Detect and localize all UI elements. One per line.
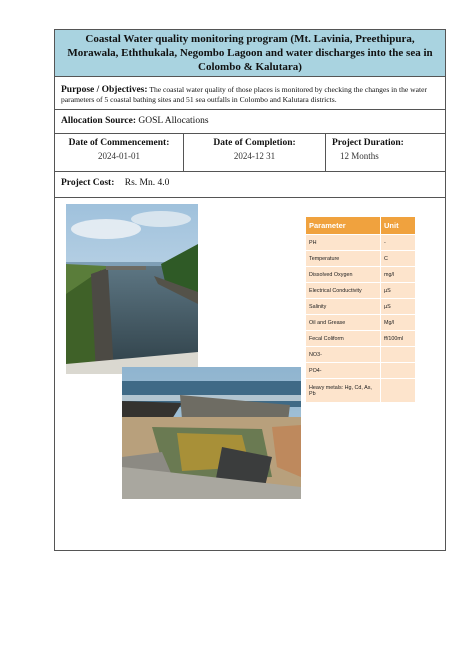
cost-row xyxy=(55,172,445,198)
table-row xyxy=(306,315,416,331)
parameter-table-header xyxy=(306,217,416,235)
parameter-table xyxy=(305,216,416,403)
parameter-cell: Heavy metals: Hg, Cd, As, Pb xyxy=(306,379,381,403)
table-row xyxy=(306,379,416,403)
parameter-cell: Salinity xyxy=(306,299,381,315)
parameter-cell: Fecal Coliform xyxy=(306,331,381,347)
parameter-header: Parameter xyxy=(306,217,381,235)
unit-header: Unit xyxy=(381,217,416,235)
unit-cell: Mg/l xyxy=(381,315,416,331)
purpose-label: Purpose / Objectives: xyxy=(61,85,148,95)
duration-value: 12 Months xyxy=(340,151,379,161)
title-banner xyxy=(55,30,445,77)
canal-photo-image xyxy=(66,204,198,374)
outfall-photo-image xyxy=(122,367,301,499)
unit-cell xyxy=(381,347,416,363)
parameter-cell: PO4- xyxy=(306,363,381,379)
allocation-label: Allocation Source: xyxy=(61,116,137,126)
unit-cell: C xyxy=(381,251,416,267)
parameter-cell: Electrical Conductivity xyxy=(306,283,381,299)
parameter-cell: Oil and Grease xyxy=(306,315,381,331)
table-row xyxy=(306,331,416,347)
duration-label: Project Duration: xyxy=(332,138,404,148)
project-title: Coastal Water quality monitoring program (Mt. Lavinia, Preethipura, Morawala, Eththukala, Negombo Lagoon and water discharges into the sea in Colombo & Kalutara) xyxy=(67,33,433,73)
parameter-cell: NO3- xyxy=(306,347,381,363)
table-row xyxy=(306,235,416,251)
unit-cell xyxy=(381,363,416,379)
allocation-row xyxy=(55,110,445,134)
cost-value: Rs. Mn. 4.0 xyxy=(124,178,170,188)
completion-cell xyxy=(184,134,326,172)
completion-label: Date of Completion: xyxy=(213,138,296,148)
dates-row xyxy=(55,134,445,172)
unit-cell: µS xyxy=(381,299,416,315)
cost-label: Project Cost: xyxy=(61,178,115,188)
purpose-text: The coastal water quality of those places is monitored by checking the changes in the water parameters of 5 coastal bathing sites and 51 sea outfalls in Colombo and Kalutara districts. xyxy=(61,85,428,104)
commencement-label: Date of Commencement: xyxy=(68,138,170,148)
parameter-cell: Temperature xyxy=(306,251,381,267)
commencement-value: 2024-01-01 xyxy=(98,151,140,161)
table-row xyxy=(306,299,416,315)
canal-photo xyxy=(66,204,198,374)
table-row xyxy=(306,267,416,283)
completion-value: 2024-12 31 xyxy=(233,151,276,161)
table-row xyxy=(306,251,416,267)
allocation-value: GOSL Allocations xyxy=(138,116,209,126)
table-row xyxy=(306,363,416,379)
unit-cell: µS xyxy=(381,283,416,299)
unit-cell: ff/100ml xyxy=(381,331,416,347)
table-row xyxy=(306,347,416,363)
commencement-cell xyxy=(55,134,184,172)
table-row xyxy=(306,283,416,299)
unit-cell: - xyxy=(381,235,416,251)
parameter-cell: Dissolved Oxygen xyxy=(306,267,381,283)
purpose-row xyxy=(55,76,445,110)
unit-cell xyxy=(381,379,416,403)
unit-cell: mg/l xyxy=(381,267,416,283)
outfall-photo xyxy=(122,367,301,499)
parameter-cell: PH xyxy=(306,235,381,251)
duration-cell xyxy=(326,134,445,172)
